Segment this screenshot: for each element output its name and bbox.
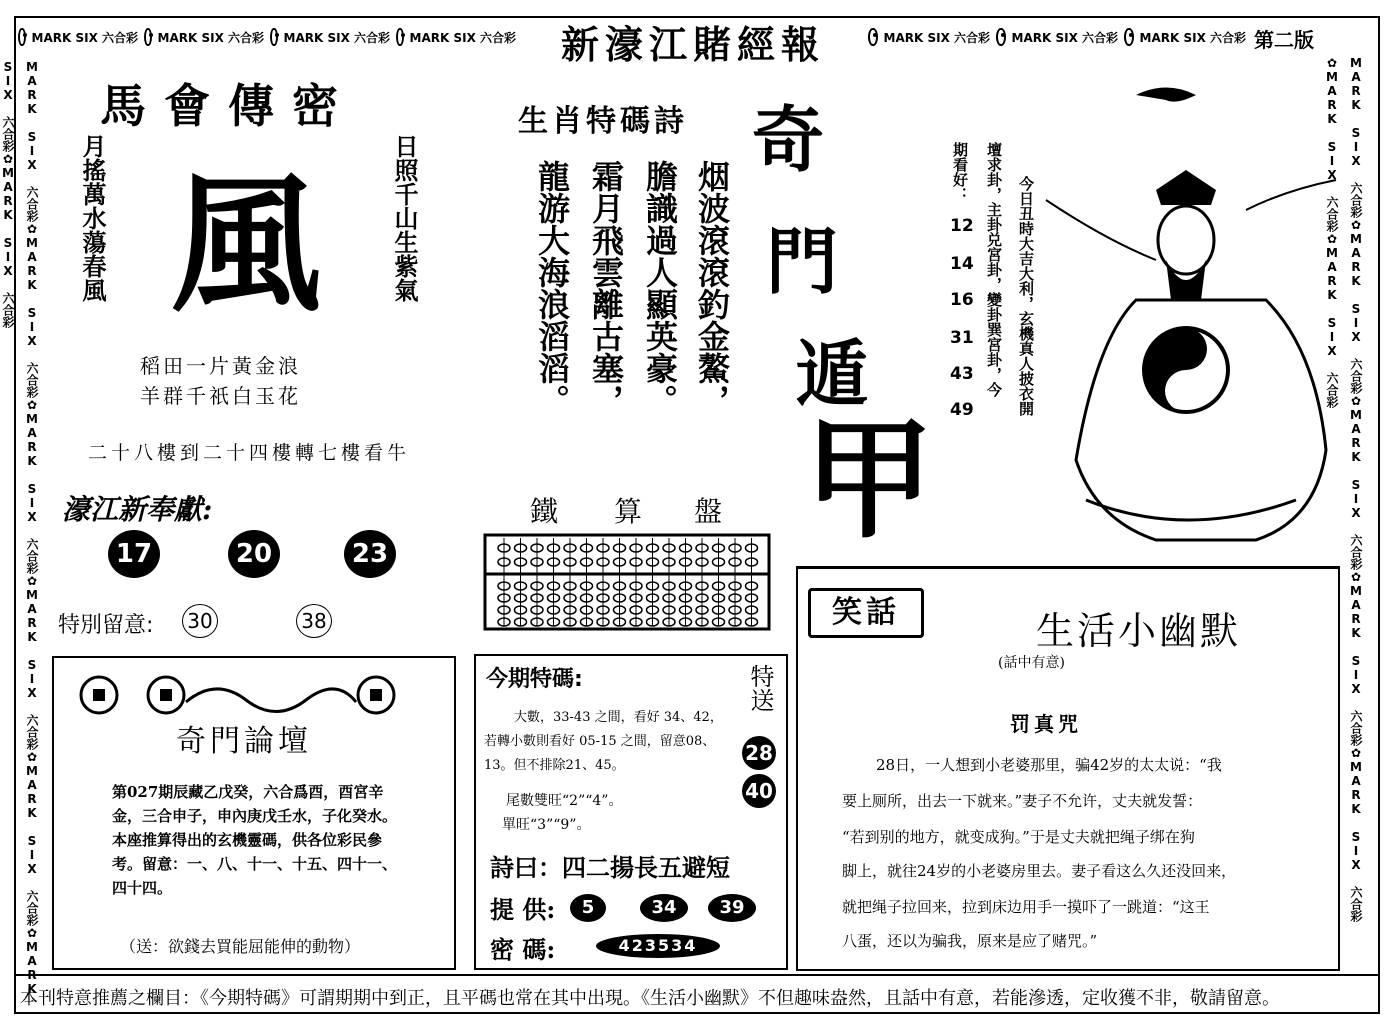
- send-ball-2: 40: [742, 774, 776, 808]
- floor-hint: 二十八樓到二十四樓轉七樓看牛: [88, 442, 411, 464]
- poem-col-4: 龍游大海浪滔滔。: [533, 160, 571, 416]
- abacus-title-2: 算: [614, 495, 643, 528]
- coin-row: [76, 672, 426, 718]
- strip-label: MARK SIX 六合彩: [1139, 30, 1246, 45]
- hexagram-num-4: 31: [950, 328, 974, 348]
- hexagram-col-3: 期看好：: [951, 142, 969, 202]
- flower-icon: [868, 28, 878, 46]
- provide-ball-3: 39: [708, 894, 756, 922]
- flower-icon: [18, 28, 26, 46]
- flower-icon: [144, 28, 152, 46]
- poem-col-3: 霜月飛雲離古塞，: [587, 160, 625, 416]
- joke-title: 生活小幽默: [1036, 609, 1242, 653]
- gift-ball-1: 17: [108, 530, 160, 578]
- joke-line-1: 28日，一人想到小老婆那里，骗42岁的太太说：“我: [876, 756, 1222, 774]
- edition-label: 第二版: [1254, 28, 1314, 52]
- masthead-title: 新濠江賭經報: [560, 23, 825, 67]
- hexagram-num-5: 43: [950, 364, 974, 384]
- joke-line-6: 八蛋，还以为骗我，原来是应了赌咒。”: [842, 932, 1098, 950]
- strip-label: MARK SIX 六合彩: [157, 30, 264, 45]
- abacus-title-3: 盤: [694, 495, 723, 528]
- strip-label: MARK SIX 六合彩: [31, 30, 138, 45]
- hexagram-num-3: 16: [950, 290, 974, 310]
- qimen-char-qi: 奇: [752, 97, 825, 182]
- poem-line-1: 稻田一片黃金浪: [140, 354, 301, 378]
- footer-text: 本刊特意推薦之欄目：《今期特碼》可謂期期中到正，且平碼也常在其中出現。《生活小幽默》不但趣味盎然，且話中有意，若能滲透，定收獲不非，敬請留意。: [20, 988, 1280, 1009]
- strip-label: MARK SIX 六合彩: [883, 30, 990, 45]
- special-label: 特別留意:: [58, 613, 154, 638]
- hexagram-num-2: 14: [950, 254, 974, 274]
- special-ball-1: 30: [182, 604, 218, 638]
- provide-ball-1: 5: [570, 894, 606, 922]
- strip-label: MARK SIX 六合彩: [283, 30, 390, 45]
- abacus-graphic: [484, 534, 770, 630]
- qimen-char-men: 門: [766, 219, 839, 304]
- provide-label: 提 供:: [490, 895, 556, 924]
- verse: 詩曰：四二揚長五避短: [490, 854, 730, 882]
- special-code-title: 今期特碼:: [486, 667, 583, 692]
- hexagram-num-6: 49: [950, 400, 974, 420]
- sage-figure-icon: [1046, 80, 1336, 550]
- flower-icon: [396, 28, 404, 46]
- joke-line-2: 要上厕所，出去一下就来。”妻子不允许，丈夫就发誓：: [842, 792, 1203, 810]
- qimen-char-jia: 甲: [804, 403, 935, 556]
- hexagram-col-1: 今日丑時大吉大利，玄機真人披衣開: [1017, 176, 1035, 416]
- tail-double: 尾數雙旺“2”“4”。: [506, 793, 623, 809]
- flower-icon: [996, 28, 1006, 46]
- abacus: [484, 534, 770, 630]
- joke-badge: 笑話: [808, 588, 924, 638]
- coin-decoration: [76, 672, 426, 718]
- mahui-title: 馬會傳密: [100, 79, 356, 133]
- forum-note: （送：欲錢去買能屈能伸的動物）: [120, 937, 361, 956]
- provide-ball-2: 34: [640, 894, 688, 922]
- joke-subtitle: (話中有意): [998, 655, 1065, 671]
- joke-line-5: 就把绳子拉回来，拉到床边用手一摸吓了一跳道：“这王: [842, 898, 1210, 916]
- strip-label: MARK SIX 六合彩: [409, 30, 516, 45]
- flower-icon: [270, 28, 278, 46]
- joke-line-4: 脚上，就往24岁的小老婆房里去。妻子看这么久还没回来，: [842, 862, 1237, 880]
- special-code-text: 大數，33-43 之間，看好 34、42，若轉小數則看好 05-15 之間，留意08、13。但不排除21、45。: [484, 710, 723, 773]
- abacus-title-1: 鐵: [530, 495, 559, 528]
- story-title: 罚真咒: [1010, 712, 1082, 736]
- hexagram-num-1: 12: [950, 216, 974, 236]
- code-label: 密 碼:: [490, 935, 556, 964]
- strip-label: MARK SIX 六合彩: [1011, 30, 1118, 45]
- gift-ball-3: 23: [344, 530, 396, 578]
- gift-ball-2: 20: [228, 530, 280, 578]
- poem-line-2: 羊群千祇白玉花: [140, 384, 301, 408]
- poem-col-2: 膽識過人顯英豪。: [641, 160, 679, 416]
- top-strip-right: [866, 24, 1246, 50]
- flower-icon: [1124, 28, 1134, 46]
- send-ball-1: 28: [742, 736, 776, 770]
- qimen-char-dun: 遁: [796, 331, 869, 416]
- gift-title: 濠江新奉獻:: [62, 493, 213, 526]
- top-strip-left: [16, 24, 516, 50]
- big-feng-char: 風: [170, 157, 321, 333]
- left-side-strip: MARK SIX 六合彩✿MARK SIX 六合彩✿MARK SIX 六合彩✿MARK SIX 六合彩✿MARK SIX 六合彩✿MARK SIX 六合彩✿MARK SIX 六合彩: [1, 60, 39, 996]
- code-value: 423534: [596, 934, 720, 958]
- right-couplet: 日照千山生紫氣: [390, 134, 419, 302]
- right-side-strip: MARK SIX 六合彩✿MARK SIX 六合彩✿MARK SIX 六合彩✿MARK SIX 六合彩✿MARK SIX 六合彩✿MARK SIX 六合彩✿MARK SIX 六合彩: [1325, 56, 1363, 922]
- forum-text: 第027期辰藏乙戊癸，六合爲酉，酉宮辛金，三合申子，申內庚戊壬水，子化癸水。本座推算得出的玄機靈碼，供各位彩民參考。留意：一、八、十一、十五、四十一、四十四。: [112, 783, 398, 897]
- joke-line-3: “若到别的地方，就变成狗。”于是丈夫就把绳子绑在狗: [842, 828, 1195, 846]
- forum-title: 奇門論壇: [176, 724, 312, 759]
- special-ball-2: 38: [296, 604, 332, 638]
- left-couplet: 月搖萬水蕩春風: [78, 134, 107, 302]
- poem-title: 生肖特碼詩: [518, 104, 688, 139]
- sage-illustration: [1046, 80, 1336, 550]
- hexagram-col-2: 壇求卦，主卦兑宮卦，變卦巽宮卦，今: [985, 142, 1003, 397]
- send-label: 特送: [746, 664, 774, 712]
- tail-single: 單旺“3”“9”。: [502, 817, 591, 833]
- poem-col-1: 烟波滾滾釣金鰲，: [693, 160, 731, 416]
